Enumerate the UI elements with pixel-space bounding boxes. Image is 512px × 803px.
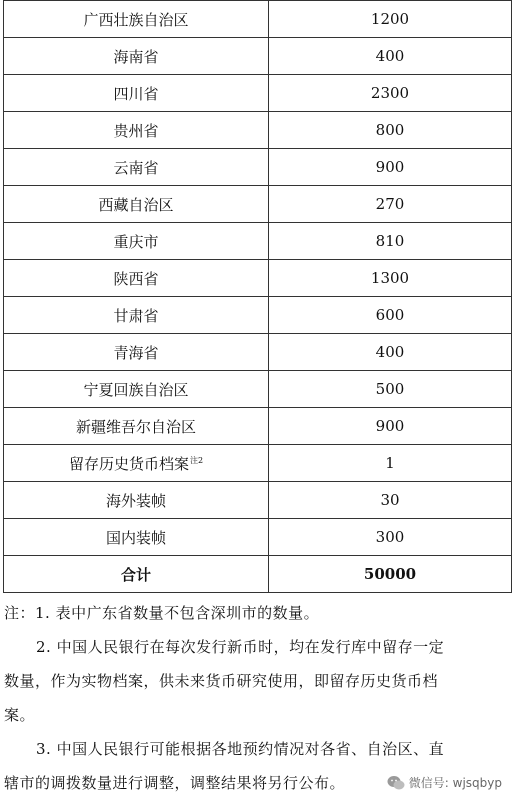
region-cell (4, 445, 269, 482)
quantity-cell: 400 (269, 334, 512, 371)
region-cell: 西藏自治区 (4, 186, 269, 223)
quantity-cell: 800 (269, 112, 512, 149)
quantity-cell: 300 (269, 519, 512, 556)
region-cell: 宁夏回族自治区 (4, 371, 269, 408)
note-2-line-2: 数量，作为实物档案，供未来货币研究使用，即留存历史货币档 (4, 672, 439, 690)
table-row (4, 75, 512, 112)
region-cell: 新疆维吾尔自治区 (4, 408, 269, 445)
quantity-cell: 270 (269, 186, 512, 223)
total-quantity: 50000 (269, 556, 512, 593)
table-row (4, 371, 512, 408)
footnote-marker: 注2 (189, 455, 204, 465)
quantity-cell: 1300 (269, 260, 512, 297)
region-cell: 青海省 (4, 334, 269, 371)
region-cell: 陕西省 (4, 260, 269, 297)
table-row (4, 445, 512, 482)
region-cell: 广西壮族自治区 (4, 1, 269, 38)
region-cell: 四川省 (4, 75, 269, 112)
table-row (4, 149, 512, 186)
table-row (4, 1, 512, 38)
wechat-icon (387, 775, 405, 791)
table-row (4, 112, 512, 149)
region-cell: 重庆市 (4, 223, 269, 260)
table-row (4, 223, 512, 260)
quantity-cell: 500 (269, 371, 512, 408)
region-cell: 海南省 (4, 38, 269, 75)
table-row (4, 297, 512, 334)
table-row (4, 408, 512, 445)
table-row (4, 186, 512, 223)
quantity-cell: 1 (269, 445, 512, 482)
table-row (4, 260, 512, 297)
note-2-line-1: 2. 中国人民银行在每次发行新币时，均在发行库中留存一定 (36, 638, 445, 656)
wechat-watermark (383, 772, 506, 793)
quantity-cell: 1200 (269, 1, 512, 38)
total-label: 合计 (4, 556, 269, 593)
watermark-text: 微信号: wjsqbyp (408, 776, 502, 790)
region-cell: 海外装帧 (4, 482, 269, 519)
note-3-line-1: 3. 中国人民银行可能根据各地预约情况对各省、自治区、直 (36, 740, 445, 758)
table-row (4, 482, 512, 519)
region-label: 留存历史货币档案 (68, 454, 189, 473)
note-2-line-3: 案。 (4, 706, 36, 724)
table-row (4, 334, 512, 371)
region-cell: 甘肃省 (4, 297, 269, 334)
region-cell: 云南省 (4, 149, 269, 186)
note-3-line-2: 辖市的调拨数量进行调整，调整结果将另行公布。 (4, 774, 346, 792)
region-cell: 贵州省 (4, 112, 269, 149)
quantity-cell: 2300 (269, 75, 512, 112)
note-1: 注：1. 表中广东省数量不包含深圳市的数量。 (4, 604, 320, 622)
table-row (4, 519, 512, 556)
quantity-cell: 400 (269, 38, 512, 75)
quantity-cell: 900 (269, 149, 512, 186)
quantity-cell: 30 (269, 482, 512, 519)
total-row (4, 556, 512, 593)
table-row (4, 38, 512, 75)
quantity-cell: 900 (269, 408, 512, 445)
region-cell: 国内装帧 (4, 519, 269, 556)
quantity-cell: 810 (269, 223, 512, 260)
quantity-cell: 600 (269, 297, 512, 334)
footnotes (4, 596, 504, 800)
allocation-table (3, 0, 512, 593)
